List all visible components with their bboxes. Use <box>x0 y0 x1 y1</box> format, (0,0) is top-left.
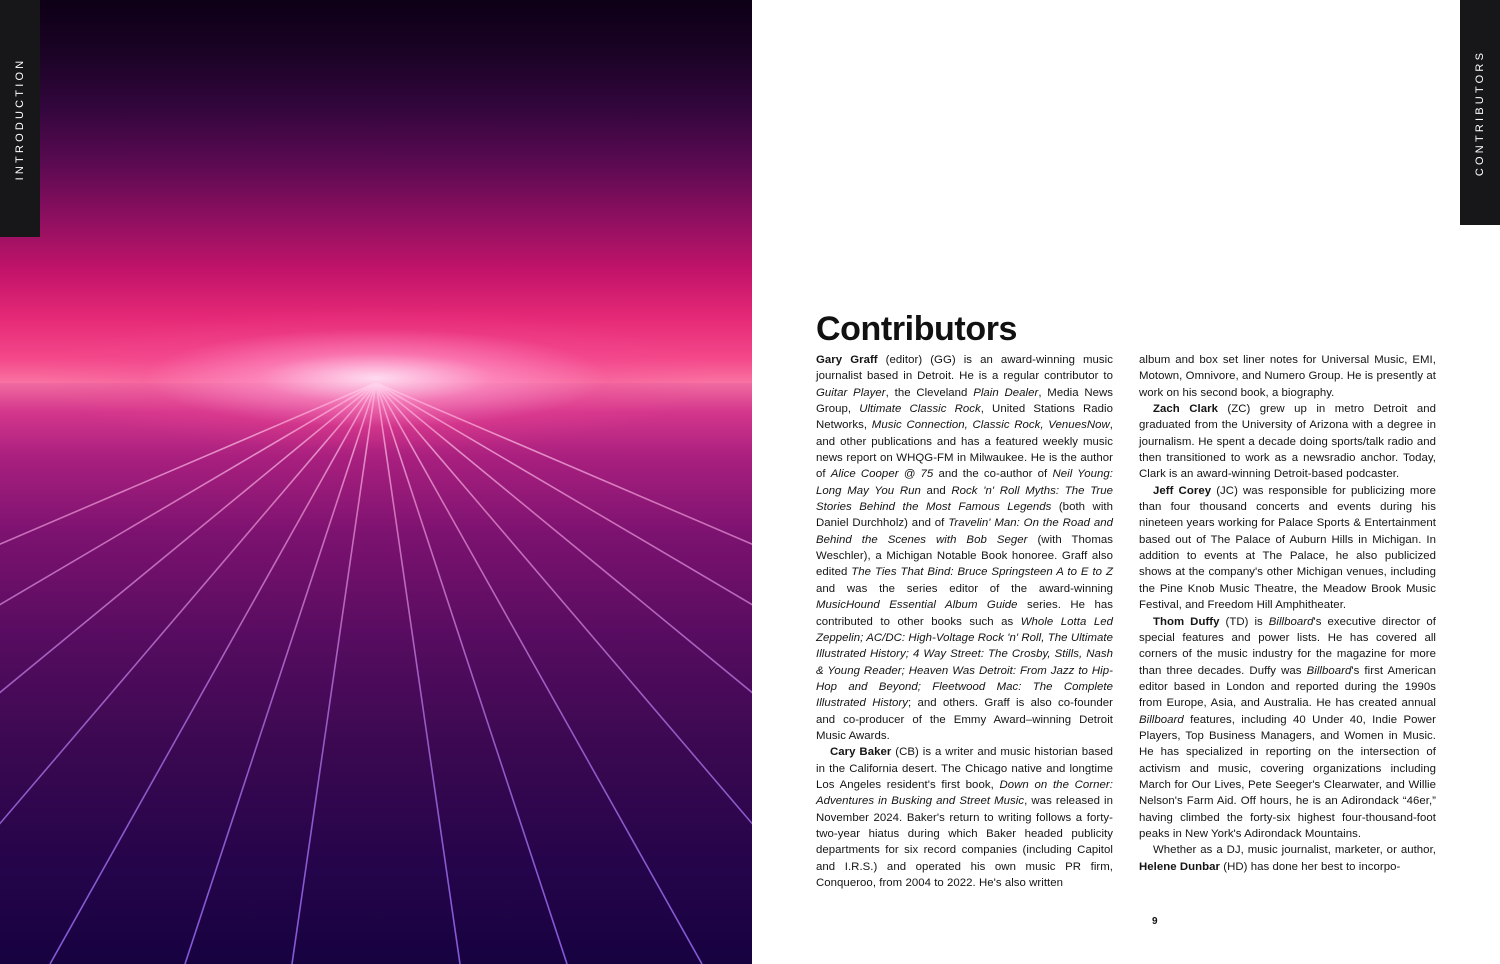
section-tab-contributors <box>1460 0 1500 225</box>
section-tab-contributors-label: CONTRIBUTORS <box>1474 49 1486 176</box>
title-italic: Billboard <box>1306 664 1352 677</box>
text-run: album and box set liner notes for Universal Music, EMI, Motown, Omnivore, and Numero Group. He is presently at work on his second book, a biography. <box>1139 354 1436 399</box>
title-italic: The Ties That Bind: Bruce Springsteen A to E to Z <box>851 566 1113 579</box>
title-italic: Down on the Corner: Adventures in Busking and Street Music <box>816 778 1113 808</box>
section-tab-introduction-label: INTRODUCTION <box>14 57 26 180</box>
paragraph <box>1139 401 1436 483</box>
paragraph <box>1139 842 1436 875</box>
text-run: (JC) was responsible for publicizing more than four thousand concerts and events during his nineteen years working for Palace Sports & Entertainment based out of The Palace of Auburn Hills in Michigan. In addition to events at The Palace, he also publicized shows at the company's other Michigan venues, including the Pine Knob Music Theatre, the Meadow Brook Music Festival, and Freedom Hill Amphitheater. <box>1139 484 1436 612</box>
paragraph <box>1139 483 1436 614</box>
title-italic: Guitar Player <box>816 386 886 399</box>
text-run: , the Cleveland <box>885 386 974 399</box>
title-italic: Ultimate Classic Rock <box>859 403 981 416</box>
column-left <box>816 352 1113 892</box>
paragraph <box>1139 614 1436 843</box>
paragraph <box>816 744 1113 891</box>
contributor-name: Helene Dunbar <box>1139 860 1221 873</box>
body-columns <box>816 352 1436 892</box>
title-italic: Neil Young: Long May You Run <box>816 468 1114 497</box>
contributor-name: Zach Clark <box>1153 403 1218 416</box>
text-run: (HD) has done her best to incorpo- <box>1220 860 1401 873</box>
text-run: , was released in November 2024. Baker's return to writing follows a forty-two-year hiatus during which Baker headed publicity departments for six record companies (including Capitol and I.R.S.) and operated his own music PR firm, Conqueroo, from 2004 to 2022. He's also written <box>816 795 1113 889</box>
text-run: , Media News Group, <box>816 386 1114 416</box>
paragraph <box>1139 352 1436 401</box>
synthwave-ground <box>0 383 752 964</box>
title-italic: Music Connection, Classic Rock, VenuesNow <box>871 419 1110 432</box>
text-run: (editor) (GG) is an award-winning music journalist based in Detroit. He is a regular contributor to <box>816 354 1113 383</box>
text-run: (both with Daniel Durchholz) and of <box>816 501 1113 530</box>
perspective-grid <box>0 383 752 964</box>
page-number: 9 <box>1152 916 1158 927</box>
title-italic: Rock 'n' Roll Myths: The True Stories Behind the Most Famous Legends <box>816 484 1113 514</box>
title-italic: Billboard <box>1268 615 1314 628</box>
title-italic: Plain Dealer <box>973 386 1039 399</box>
synthwave-sky <box>0 0 752 390</box>
title-italic: Billboard <box>1139 713 1184 726</box>
column-right <box>1139 352 1436 892</box>
text-run: (with Thomas Weschler), a Michigan Notable Book honoree. Graff also edited <box>816 533 1113 579</box>
text-run: (CB) is a writer and music historian based in the California desert. The Chicago native and longtime Los Angeles resident's first book, <box>816 746 1113 791</box>
contributor-name: Cary Baker <box>830 746 892 759</box>
text-run: 's executive director of special features and power lists. He has covered all corners of the music industry for the magazine for more than three decades. Duffy was <box>1139 615 1436 677</box>
contributor-name: Gary Graff <box>816 354 878 366</box>
text-run: (TD) is <box>1219 615 1269 628</box>
text-run: ; and others. Graff is also co-founder and co-producer of the Emmy Award–winning Detroit Music Awards. <box>816 697 1113 742</box>
page-title: Contributors <box>816 309 1018 348</box>
right-page <box>752 0 1500 964</box>
title-italic: MusicHound Essential Album Guide <box>816 599 1018 612</box>
text-run: , and other publications and has a featured weekly music news report on WHQG-FM in Milwaukee. He is the author of <box>816 419 1113 481</box>
title-italic: Whole Lotta Led Zeppelin; AC/DC: High-Voltage Rock 'n' Roll, The Ultimate Illustrated History; 4 Way Street: The Crosby, Stills, Nash & Young Reader; Heaven Was Detroit: From Jazz to Hip-Hop and Beyond; Fleetwood Mac: The Complete Illustrated History <box>816 615 1113 710</box>
text-run: features, including 40 Under 40, Indie Power Players, Top Business Managers, and Women in Music. He has specialized in reporting on the intersection of activism and music, covering organizations including March for Our Lives, Pete Seeger's Clearwater, and Willie Nelson's Farm Aid. Off hours, he is an Adirondack “46er,” having climbed the forty-six highest four-thousand-foot peaks in New York's Adirondack Mountains. <box>1139 713 1436 840</box>
text-run: (ZC) grew up in metro Detroit and graduated from the University of Arizona with a degree in journalism. He spent a decade doing sports/talk radio and then transitioned to work as a newsradio anchor. Today, Clark is an award-winning Detroit-based podcaster. <box>1139 403 1436 481</box>
text-run: and <box>920 484 952 497</box>
paragraph <box>816 352 1113 744</box>
section-tab-introduction <box>0 0 40 237</box>
text-run: and the co-author of <box>933 468 1053 481</box>
text-run: Whether as a DJ, music journalist, marketer, or author, <box>1153 844 1436 857</box>
text-run: 's first American editor based in London and reported during the 1990s from Europe, Asia, and Australia. He has created annual <box>1139 664 1436 710</box>
title-italic: Alice Cooper @ 75 <box>830 468 934 481</box>
text-run: , United Stations Radio Networks, <box>816 403 1113 432</box>
title-italic: Travelin' Man: On the Road and Behind the Scenes with Bob Seger <box>816 517 1113 546</box>
text-run: and was the series editor of the award-winning <box>816 582 1113 595</box>
contributor-name: Jeff Corey <box>1153 484 1212 497</box>
contributor-name: Thom Duffy <box>1153 615 1220 628</box>
text-run: series. He has contributed to other books such as <box>816 599 1113 628</box>
